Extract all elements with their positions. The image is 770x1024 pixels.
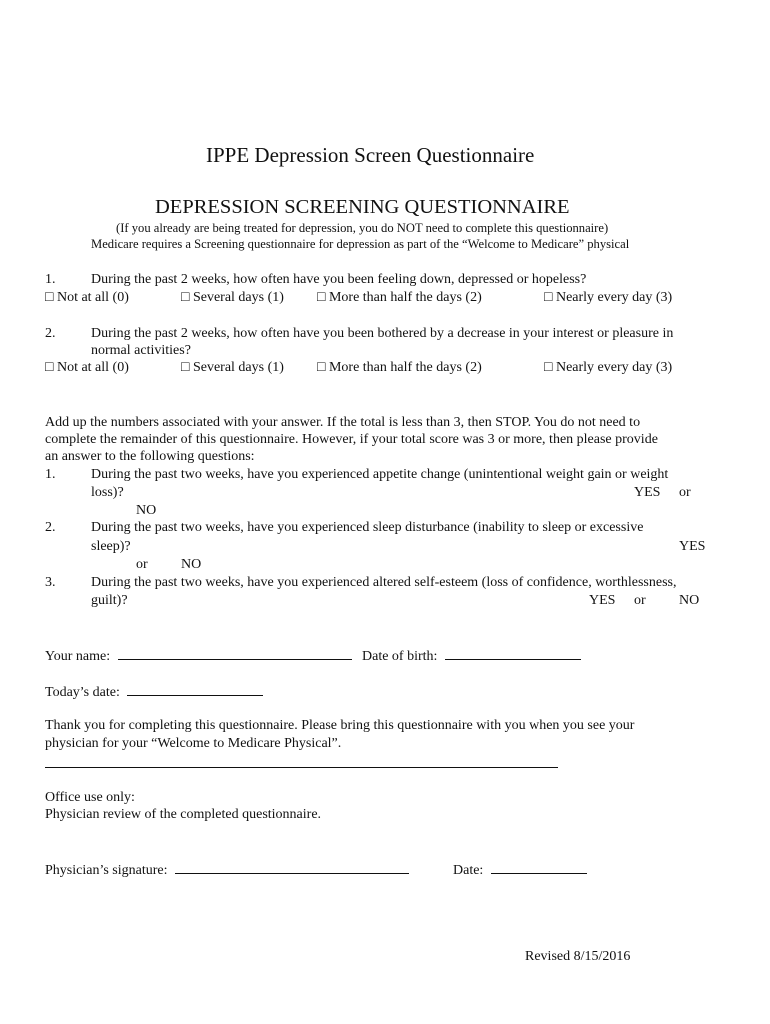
dob-input-line[interactable] bbox=[445, 646, 581, 660]
q2-option-not-at-all[interactable]: □ Not at all (0) bbox=[45, 360, 129, 375]
instructions-line-1: Add up the numbers associated with your answer. If the total is less than 3, then STOP. You do not need to bbox=[45, 415, 641, 430]
treatment-note: (If you already are being treated for depression, you do NOT need to complete this questionnaire) bbox=[116, 221, 609, 235]
q2-option-more-than-half[interactable]: □ More than half the days (2) bbox=[317, 360, 482, 375]
name-label: Your name: bbox=[45, 649, 111, 664]
signature-date-field-row bbox=[453, 860, 587, 879]
q1-option-several-days[interactable]: □ Several days (1) bbox=[181, 290, 284, 305]
followup-1-yes[interactable]: YES bbox=[634, 485, 661, 500]
instructions-line-3: an answer to the following questions: bbox=[45, 449, 255, 464]
followup-1-text-cont: loss)? bbox=[91, 485, 124, 500]
followup-3-no[interactable]: NO bbox=[679, 593, 700, 608]
signature-label: Physician’s signature: bbox=[45, 863, 168, 878]
revision-date: Revised 8/15/2016 bbox=[525, 949, 631, 964]
signature-date-label: Date: bbox=[453, 863, 484, 878]
followup-2-text-cont: sleep)? bbox=[91, 539, 131, 554]
followup-2-yes[interactable]: YES bbox=[679, 539, 706, 554]
q1-option-nearly-every-day[interactable]: □ Nearly every day (3) bbox=[544, 290, 673, 305]
dob-field-row bbox=[362, 646, 581, 665]
office-use-label: Office use only: bbox=[45, 790, 135, 805]
instructions-line-2: complete the remainder of this questionnaire. However, if your total score was 3 or more, then please provide bbox=[45, 432, 658, 447]
q1-option-not-at-all[interactable]: □ Not at all (0) bbox=[45, 290, 129, 305]
dob-label: Date of birth: bbox=[362, 649, 438, 664]
followup-3-text-cont: guilt)? bbox=[91, 593, 128, 608]
questionnaire-heading: DEPRESSION SCREENING QUESTIONNAIRE bbox=[155, 196, 570, 218]
question-1-text: During the past 2 weeks, how often have you been feeling down, depressed or hopeless? bbox=[91, 272, 587, 287]
followup-2-number: 2. bbox=[45, 520, 56, 535]
question-1-number: 1. bbox=[45, 272, 56, 287]
separator-line bbox=[45, 767, 558, 768]
today-date-input-line[interactable] bbox=[127, 682, 263, 696]
closing-line-2: physician for your “Welcome to Medicare Physical”. bbox=[45, 736, 342, 751]
document-title: IPPE Depression Screen Questionnaire bbox=[206, 143, 535, 167]
today-date-label: Today’s date: bbox=[45, 685, 120, 700]
followup-3-or: or bbox=[634, 593, 646, 608]
signature-field-row bbox=[45, 860, 409, 879]
physician-review-text: Physician review of the completed questionnaire. bbox=[45, 807, 322, 822]
signature-date-input-line[interactable] bbox=[491, 860, 587, 874]
followup-2-text: During the past two weeks, have you experienced sleep disturbance (inability to sleep or excessive bbox=[91, 520, 644, 535]
followup-2-no[interactable]: NO bbox=[181, 557, 202, 572]
followup-3-number: 3. bbox=[45, 575, 56, 590]
followup-1-or: or bbox=[679, 485, 691, 500]
closing-line-1: Thank you for completing this questionnaire. Please bring this questionnaire with you when you see your bbox=[45, 718, 635, 733]
question-2-text-cont: normal activities? bbox=[91, 343, 191, 358]
q2-option-several-days[interactable]: □ Several days (1) bbox=[181, 360, 284, 375]
followup-1-no[interactable]: NO bbox=[136, 503, 157, 518]
q2-option-nearly-every-day[interactable]: □ Nearly every day (3) bbox=[544, 360, 673, 375]
name-input-line[interactable] bbox=[118, 646, 352, 660]
question-2-number: 2. bbox=[45, 326, 56, 341]
medicare-note: Medicare requires a Screening questionnaire for depression as part of the “Welcome to Medicare” physical bbox=[91, 237, 630, 251]
followup-3-text: During the past two weeks, have you experienced altered self-esteem (loss of confidence, worthlessness, bbox=[91, 575, 677, 590]
today-date-field-row bbox=[45, 682, 263, 701]
followup-1-number: 1. bbox=[45, 467, 56, 482]
followup-3-yes[interactable]: YES bbox=[589, 593, 616, 608]
followup-1-text: During the past two weeks, have you experienced appetite change (unintentional weight gain or weight bbox=[91, 467, 669, 482]
q1-option-more-than-half[interactable]: □ More than half the days (2) bbox=[317, 290, 482, 305]
signature-input-line[interactable] bbox=[175, 860, 409, 874]
question-2-text: During the past 2 weeks, how often have you been bothered by a decrease in your interest or pleasure in bbox=[91, 326, 674, 341]
name-field-row bbox=[45, 646, 352, 665]
followup-2-or: or bbox=[136, 557, 148, 572]
